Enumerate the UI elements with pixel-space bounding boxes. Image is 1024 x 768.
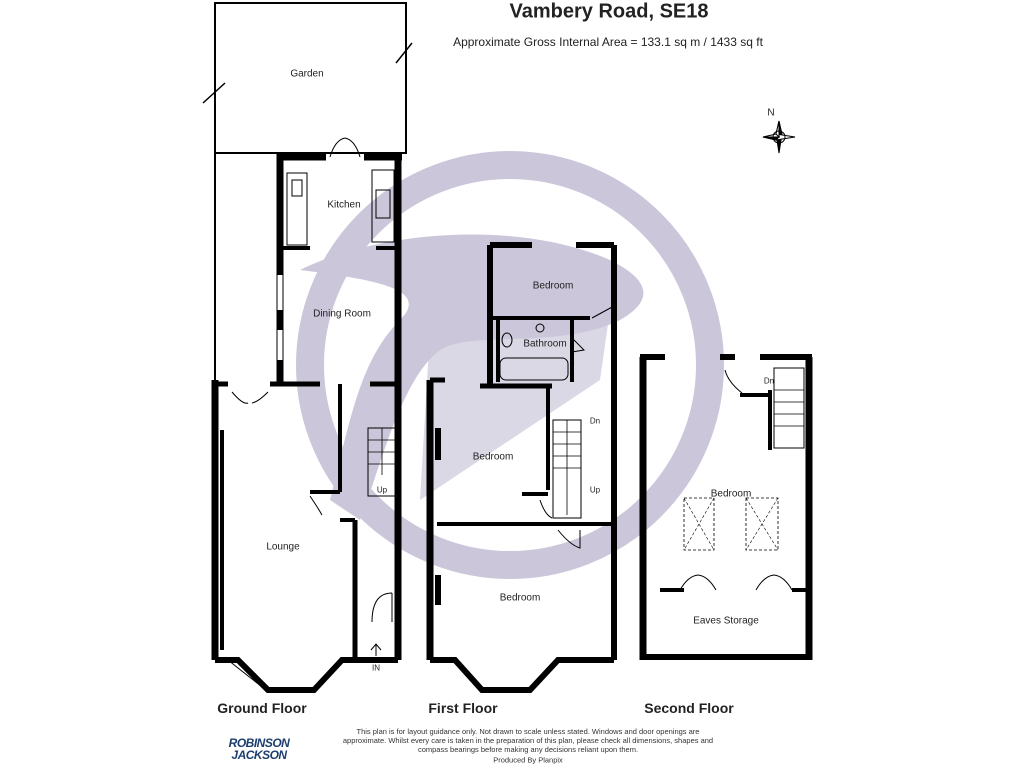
watermark-logo (300, 165, 710, 565)
room-label-garden: Garden (290, 68, 324, 80)
room-label-first-bedroom-front: Bedroom (499, 592, 541, 604)
entrance-label: IN (372, 663, 380, 673)
room-label-eaves-storage: Eaves Storage (693, 615, 759, 627)
disclaimer-text: This plan is for layout guidance only. Not drawn to scale unless stated. Windows and door openings are approximate. Whilst every care is taken in the preparation of this plan, please check all dimensions, shapes and compass bearings before making any decisions reliant upon them. (342, 727, 714, 754)
agent-logo: ROBINSON JACKSON (228, 736, 290, 762)
room-label-bathroom: Bathroom (523, 338, 567, 350)
producer-credit: Produced By Planpix (493, 755, 563, 765)
stair-label-first-up: Up (589, 485, 601, 495)
room-label-dining-room: Dining Room (313, 308, 371, 320)
floor-label-second: Second Floor (644, 700, 734, 716)
north-label: N (767, 107, 775, 119)
floor-label-first: First Floor (428, 700, 498, 716)
gross-internal-area: Approximate Gross Internal Area = 133.1 sq m / 1433 sq ft (453, 35, 763, 49)
room-label-lounge: Lounge (266, 541, 300, 553)
compass-rose (763, 121, 795, 153)
room-label-second-bedroom: Bedroom (710, 488, 752, 500)
room-label-first-bedroom-rear: Bedroom (532, 280, 574, 292)
plan-title: Vambery Road, SE18 (509, 0, 709, 23)
stair-label-ground-up: Up (376, 485, 388, 495)
stair-label-first-down: Dn (589, 416, 601, 426)
floor-label-ground: Ground Floor (217, 700, 307, 716)
stair-label-second-down: Dn (763, 376, 775, 386)
room-label-first-bedroom-middle: Bedroom (472, 451, 514, 463)
room-label-kitchen: Kitchen (327, 199, 361, 211)
